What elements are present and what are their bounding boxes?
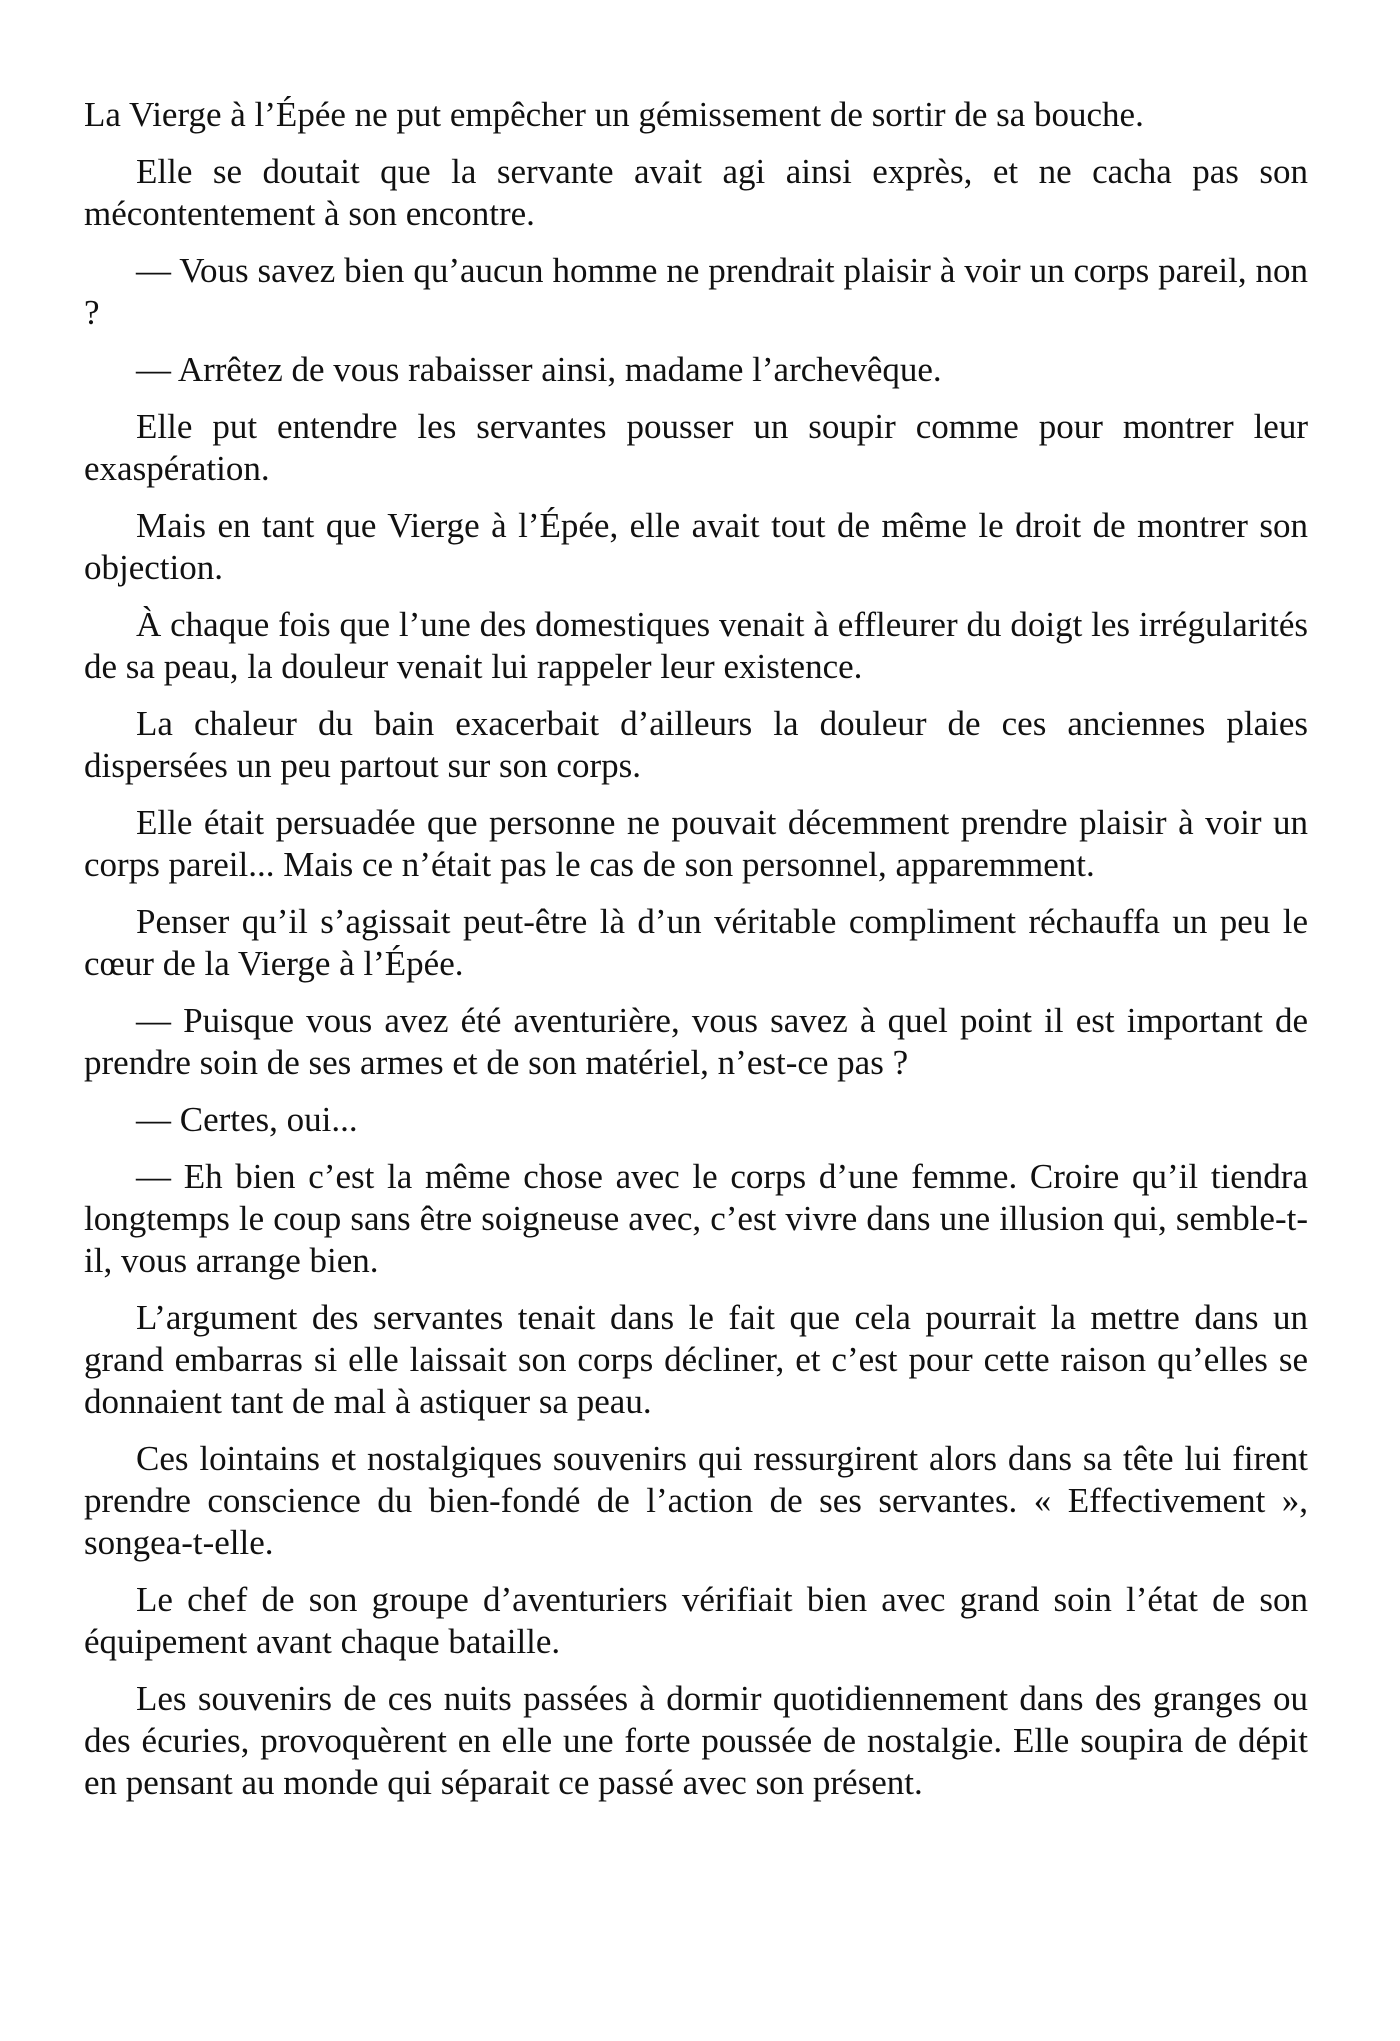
dialogue-line: — Arrêtez de vous rabaisser ainsi, madame l’archevêque. [136, 350, 942, 389]
paragraph: La chaleur du bain exacerbait d’ailleurs la douleur de ces anciennes plaies dispersées un peu partout sur son corps. [84, 704, 1308, 785]
paragraph: L’argument des servantes tenait dans le fait que cela pourrait la mettre dans un grand embarras si elle laissait son corps décliner, et c’est pour cette raison qu’elles se donnaient tant de mal à astiquer sa peau. [84, 1298, 1308, 1421]
book-page [84, 94, 1308, 1819]
paragraph: Le chef de son groupe d’aventuriers vérifiait bien avec grand soin l’état de son équipement avant chaque bataille. [84, 1580, 1308, 1661]
paragraph: Elle put entendre les servantes pousser un soupir comme pour montrer leur exaspération. [84, 407, 1308, 488]
paragraph: Mais en tant que Vierge à l’Épée, elle avait tout de même le droit de montrer son objection. [84, 506, 1308, 587]
paragraph: Les souvenirs de ces nuits passées à dormir quotidiennement dans des granges ou des écuries, provoquèrent en elle une forte poussée de nostalgie. Elle soupira de dépit en pensant au monde qui séparait ce passé avec son présent. [84, 1679, 1308, 1802]
dialogue-line: — Certes, oui... [136, 1100, 358, 1139]
paragraph: Elle était persuadée que personne ne pouvait décemment prendre plaisir à voir un corps pareil... Mais ce n’était pas le cas de son personnel, apparemment. [84, 803, 1308, 884]
dialogue-line: — Eh bien c’est la même chose avec le corps d’une femme. Croire qu’il tiendra longtemps le coup sans être soigneuse avec, c’est vivre dans une illusion qui, semble-t-il, vous arrange bien. [84, 1157, 1308, 1280]
paragraph: Elle se doutait que la servante avait agi ainsi exprès, et ne cacha pas son mécontentement à son encontre. [84, 152, 1308, 233]
paragraph: Ces lointains et nostalgiques souvenirs qui ressurgirent alors dans sa tête lui firent prendre conscience du bien-fondé de l’action de ses servantes. « Effectivement », songea-t-elle. [84, 1439, 1308, 1562]
dialogue-line: — Vous savez bien qu’aucun homme ne prendrait plaisir à voir un corps pareil, non ? [84, 251, 1308, 332]
dialogue-line: — Puisque vous avez été aventurière, vous savez à quel point il est important de prendre soin de ses armes et de son matériel, n’est-ce pas ? [84, 1001, 1308, 1082]
paragraph: La Vierge à l’Épée ne put empêcher un gémissement de sortir de sa bouche. [84, 95, 1144, 134]
paragraph: Penser qu’il s’agissait peut-être là d’un véritable compliment réchauffa un peu le cœur de la Vierge à l’Épée. [84, 902, 1308, 983]
paragraph: À chaque fois que l’une des domestiques venait à effleurer du doigt les irrégularités de sa peau, la douleur venait lui rappeler leur existence. [84, 605, 1308, 686]
